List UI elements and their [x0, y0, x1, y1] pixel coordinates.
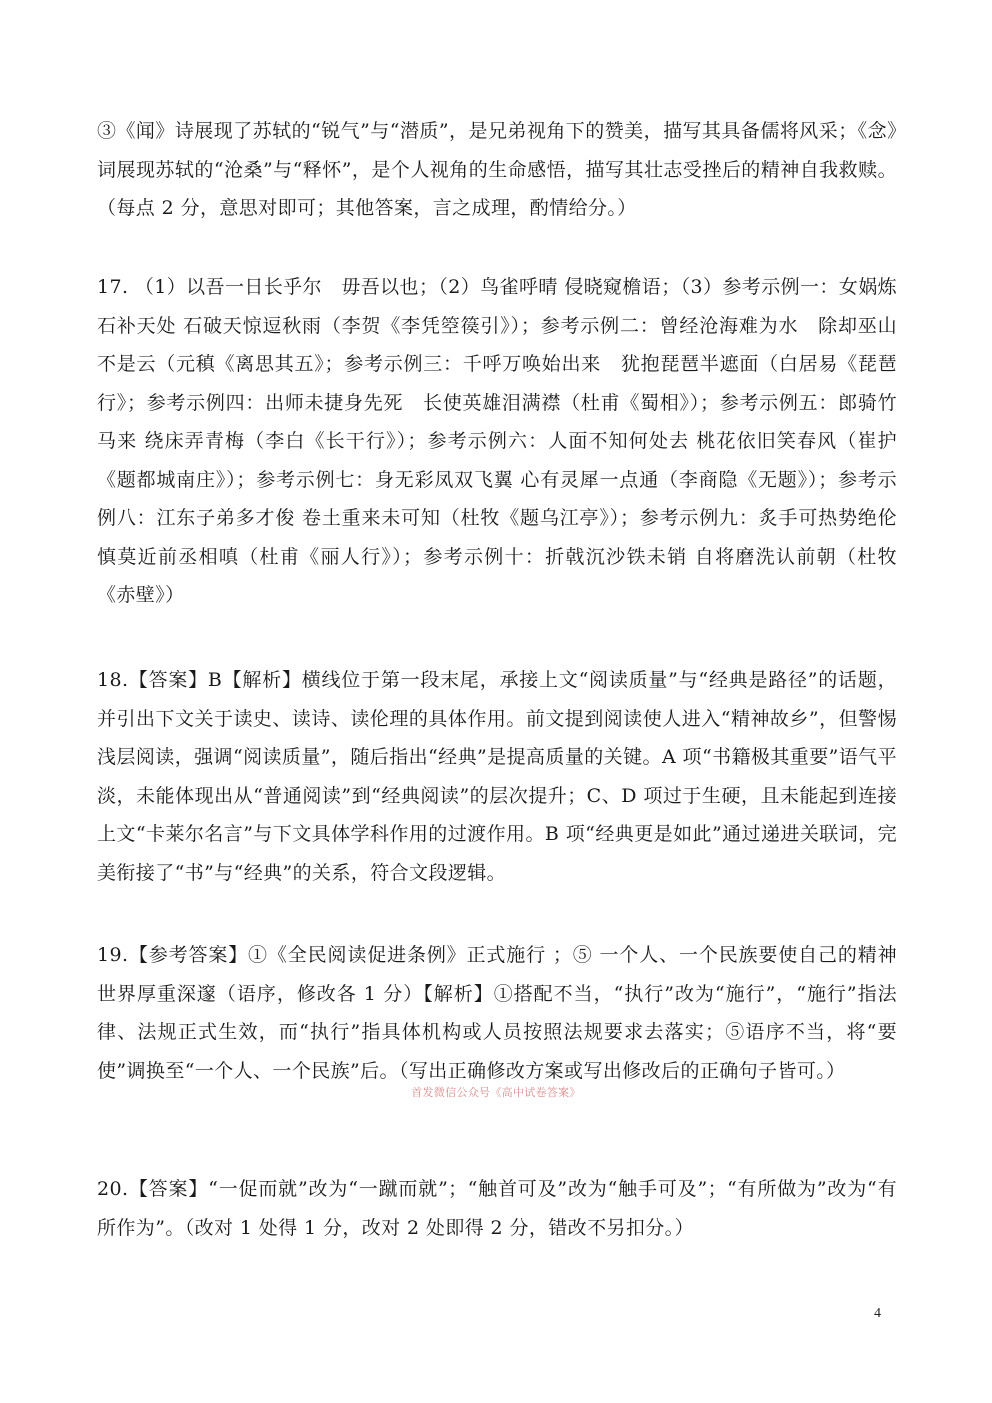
answer-18: 18.【答案】B【解析】横线位于第一段末尾，承接上文“阅读质量”与“经典是路径”的话题，并引出下文关于读史、读诗、读伦理的具体作用。前文提到阅读使人进入“精神故乡”，但警惕浅层阅读，强调“阅读质量”，随后指出“经典”是提高质量的关键。A 项“书籍极其重要”语气平淡，未能体现出从“普通阅读”到“经典阅读”的层次提升；C、D 项过于生硬，且未能起到连接上文“卡莱尔名言”与下文具体学科作用的过渡作用。B 项“经典更是如此”通过递进关联词，完美衔接了“书”与“经典”的关系，符合文段逻辑。	[97, 669, 897, 884]
answer-16-part3: ③《闻》诗展现了苏轼的“锐气”与“潜质”，是兄弟视角下的赞美，描写其具备儒将风采；《念》词展现苏轼的“沧桑”与“释怀”，是个人视角的生命感悟，描写其壮志受挫后的精神自我救赎。（每点 2 分，意思对即可；其他答案，言之成理，酌情给分。）	[97, 120, 897, 219]
watermark-text: 首发微信公众号《高中试卷答案》	[411, 1086, 581, 1099]
page-number: 4	[874, 1306, 881, 1321]
answer-20: 20.【答案】“一促而就”改为“一蹴而就”；“触首可及”改为“触手可及”；“有所做为”改为“有所作为”。（改对 1 处得 1 分，改对 2 处即得 2 分，错改不另扣分。）	[97, 1178, 897, 1239]
answer-17: 17. （1）以吾一日长乎尔 毋吾以也；（2）鸟雀呼晴 侵晓窥檐语；（3）参考示例一：女娲炼石补天处 石破天惊逗秋雨（李贺《李凭箜篌引》）；参考示例二：曾经沧海难为水 除却巫山不是云（元稹《离思其五》；参考示例三：千呼万唤始出来 犹抱琵琶半遮面（白居易《琵琶行》；参考示例四：出师未捷身先死 长使英雄泪满襟（杜甫《蜀相》）；参考示例五：郎骑竹马来 绕床弄青梅（李白《长干行》）；参考示例六：人面不知何处去 桃花依旧笑春风（崔护《题都城南庄》）；参考示例七：身无彩凤双飞翼 心有灵犀一点通（李商隐《无题》）；参考示例八：江东子弟多才俊 卷土重来未可知（杜牧《题乌江亭》）；参考示例九：炙手可热势绝伦 慎莫近前丞相嗔（杜甫《丽人行》）；参考示例十：折戟沉沙铁未销 自将磨洗认前朝（杜牧《赤壁》）	[97, 276, 897, 606]
answer-19: 19.【参考答案】①《全民阅读促进条例》正式施行 ；⑤ 一个人、一个民族要使自己的精神世界厚重深邃（语序，修改各 1 分）【解析】①搭配不当，“执行”改为“施行”，“施行”指法律、法规正式生效，而“执行”指具体机构或人员按照法规要求去落实；⑤语序不当，将“要使”调换至“一个人、一个民族”后。（写出正确修改方案或写出修改后的正确句子皆可。）	[97, 944, 897, 1082]
